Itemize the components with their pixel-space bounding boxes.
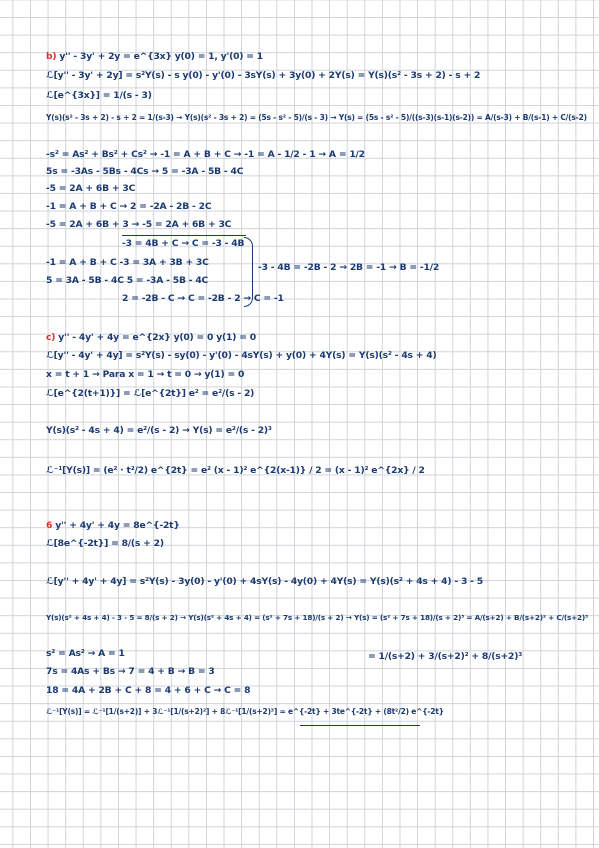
section-c-line-5: ℒ⁻¹[Y(s)] = (e² · t²/2) e^{2t} = e² (x - 1)² e^{2(x-1)} / 2 = (x - 1)² e^{2x} / 2 bbox=[46, 465, 425, 476]
section-c-label: c) bbox=[46, 332, 56, 343]
section-6-line-1: ℒ[8e^{-2t}] = 8/(s + 2) bbox=[46, 538, 164, 549]
section-b-line-7: -1 = A + B + C → 2 = -2A - 2B - 2C bbox=[46, 201, 212, 212]
section-c-line-4: Y(s)(s² - 4s + 4) = e²/(s - 2) → Y(s) = e²/(s - 2)³ bbox=[46, 425, 272, 436]
section-b-line-9: -3 = 4B + C → C = -3 - 4B bbox=[122, 238, 245, 249]
section-6-line-4: = 1/(s+2) + 3/(s+2)² + 8/(s+2)³ bbox=[368, 651, 523, 662]
section-b-heading bbox=[46, 51, 263, 63]
section-6-label: 6 bbox=[46, 520, 53, 531]
final-answer-underline bbox=[300, 724, 420, 726]
section-6-line-7: 18 = 4A + 2B + C + 8 = 4 + 6 + C → C = 8 bbox=[46, 685, 251, 696]
section-6-line-5: s² = As² → A = 1 bbox=[46, 648, 125, 659]
section-6-line-2: ℒ[y'' + 4y' + 4y] = s²Y(s) - 3y(0) - y'(0) + 4sY(s) - 4y(0) + 4Y(s) = Y(s)(s² + 4s + 4) - 3 - 5 bbox=[46, 576, 483, 587]
section-c-heading bbox=[46, 332, 256, 344]
section-b-title: y'' - 3y' + 2y = e^{3x} y(0) = 1, y'(0) = 1 bbox=[59, 51, 263, 62]
section-6-line-8: ℒ⁻¹[Y(s)] = ℒ⁻¹[1/(s+2)] + 3ℒ⁻¹[1/(s+2)²] + 8ℒ⁻¹[1/(s+2)³] = e^{-2t} + 3te^{-2t} + (8t²/2) e^{-2t} bbox=[46, 707, 444, 716]
section-b-line-6: -5 = 2A + 6B + 3C bbox=[46, 183, 136, 194]
section-b-line-11: 5 = 3A - 5B - 4C 5 = -3A - 5B - 4C bbox=[46, 275, 209, 286]
section-6-heading bbox=[46, 520, 180, 532]
system-brace bbox=[244, 237, 253, 307]
section-b-label: b) bbox=[46, 51, 57, 62]
section-6-title: y'' + 4y' + 4y = 8e^{-2t} bbox=[55, 520, 180, 531]
section-6-line-6: 7s = 4As + Bs → 7 = 4 + B → B = 3 bbox=[46, 666, 215, 677]
section-b-separator bbox=[122, 235, 246, 236]
section-c-line-1: ℒ[y'' - 4y' + 4y] = s²Y(s) - sy(0) - y'(0) - 4sY(s) + y(0) + 4Y(s) = Y(s)(s² - 4s + 4) bbox=[46, 350, 437, 361]
section-c-line-2: x = t + 1 → Para x = 1 → t = 0 → y(1) = 0 bbox=[46, 369, 245, 380]
section-b-line-13: -3 - 4B = -2B - 2 → 2B = -1 → B = -1/2 bbox=[258, 262, 440, 273]
section-c-title: y'' - 4y' + 4y = e^{2x} y(0) = 0 y(1) = 0 bbox=[58, 332, 256, 343]
section-b-line-3: Y(s)(s² - 3s + 2) - s + 2 = 1/(s-3) → Y(s)(s² - 3s + 2) = (5s - s² - 5)/(s - 3) → Y(s) = (5s - s² - 5)/((s-3)(s-1)(s-2)) = A/(s-3) + B/(s-1) + C/(s-2) bbox=[46, 113, 587, 122]
section-b-line-2: ℒ[e^{3x}] = 1/(s - 3) bbox=[46, 90, 152, 101]
section-6-line-3: Y(s)(s² + 4s + 4) - 3 - 5 = 8/(s + 2) → Y(s)(s² + 4s + 4) = (s² + 7s + 18)/(s + 2) → Y(s) = (s² + 7s + 18)/(s + 2)³ = A/(s+2) + B/(s+2)² + C/(s+2)³ bbox=[46, 613, 588, 622]
section-b-line-1: ℒ[y'' - 3y' + 2y] = s²Y(s) - s y(0) - y'(0) - 3sY(s) + 3y(0) + 2Y(s) = Y(s)(s² - 3s + 2) - s + 2 bbox=[46, 70, 481, 81]
section-b-line-4: -s² = As² + Bs² + Cs² → -1 = A + B + C → -1 = A - 1/2 - 1 → A = 1/2 bbox=[46, 149, 365, 160]
section-c-line-3: ℒ[e^{2(t+1)}] = ℒ[e^{2t}] e² = e²/(s - 2) bbox=[46, 388, 255, 399]
section-b-line-5: 5s = -3As - 5Bs - 4Cs → 5 = -3A - 5B - 4C bbox=[46, 166, 244, 177]
section-b-line-12: 2 = -2B - C → C = -2B - 2 → C = -1 bbox=[122, 293, 284, 304]
section-b-line-8: -5 = 2A + 6B + 3 → -5 = 2A + 6B + 3C bbox=[46, 219, 232, 230]
section-b-line-10: -1 = A + B + C -3 = 3A + 3B + 3C bbox=[46, 257, 209, 268]
